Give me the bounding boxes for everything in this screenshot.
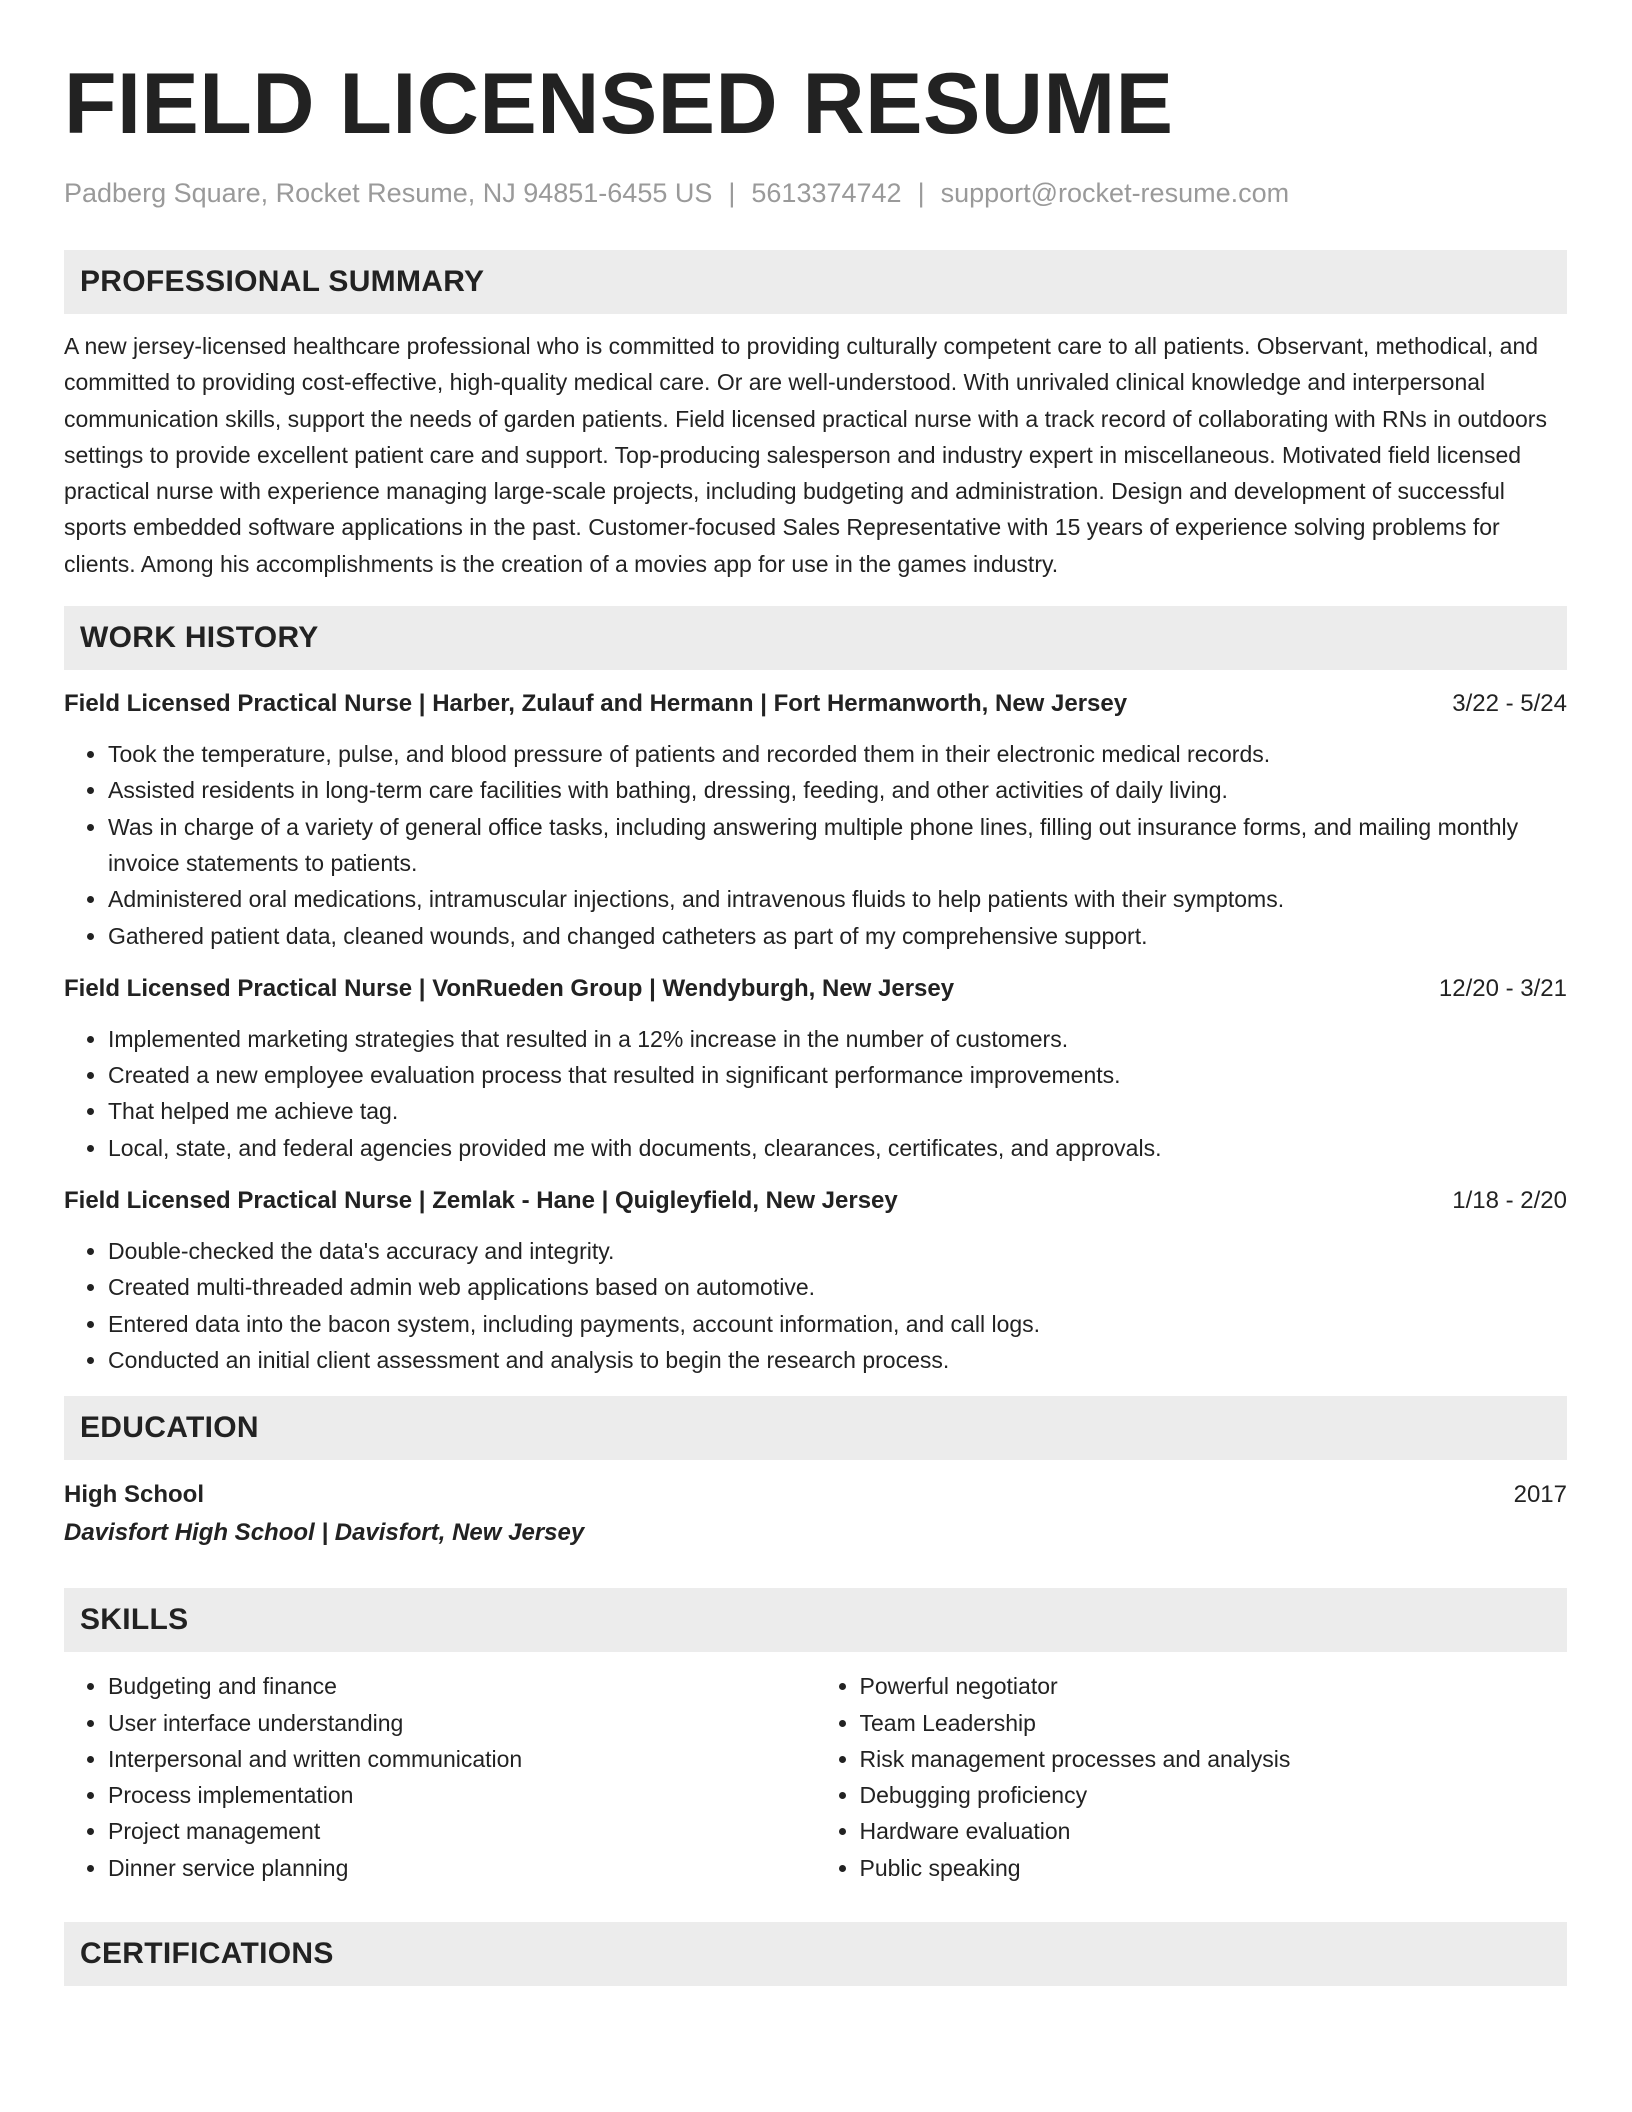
summary-text: A new jersey-licensed healthcare professional who is committed to providing culturally competent care to all patients. Observant, methodical, and committed to providing cost-effective, high-quality medical care. Or are well-understood. With unrivaled clinical knowledge and interpersonal communication skills, support the needs of garden patients. Field licensed practical nurse with a track record of collaborating with RNs in outdoors settings to provide excellent patient care and support. Top-producing salesperson and industry expert in miscellaneous. Motivated field licensed practical nurse with experience managing large-scale projects, including budgeting and administration. Design and development of successful sports embedded software applications in the past. Customer-focused Sales Representative with 15 years of experience solving problems for clients. Among his accomplishments is the creation of a movies app for use in the games industry.: [64, 333, 1547, 577]
job-entry: [64, 972, 1567, 1166]
skills-list: [64, 1668, 1567, 1886]
list-item: • Conducted an initial client assessment and analysis to begin the research process.: [108, 1342, 1567, 1378]
resume-name: FIELD LICENSED RESUME: [64, 56, 1174, 152]
list-item: • Risk management processes and analysis: [860, 1741, 1568, 1777]
contact-email: support@rocket-resume.com: [940, 178, 1290, 208]
list-item: • Interpersonal and written communication: [108, 1741, 816, 1777]
list-item: • Was in charge of a variety of general office tasks, including answering multiple phone lines, filling out insurance forms, and mailing monthly invoice statements to patients.: [108, 809, 1567, 882]
list-item: • Team Leadership: [860, 1705, 1568, 1741]
list-item: • Entered data into the bacon system, including payments, account information, and call logs.: [108, 1306, 1567, 1342]
section-heading-skills: SKILLS: [64, 1588, 1567, 1652]
list-item: • Dinner service planning: [108, 1850, 816, 1886]
list-item: • User interface understanding: [108, 1705, 816, 1741]
job-bullets: [64, 1233, 1567, 1378]
education-header: [64, 1476, 1567, 1514]
list-item: • Process implementation: [108, 1777, 816, 1813]
job-header: [64, 972, 1567, 1006]
skills-column-right: [816, 1668, 1568, 1886]
section-heading-summary: PROFESSIONAL SUMMARY: [64, 250, 1567, 314]
education-school: Davisfort High School | Davisfort, New Jersey: [64, 1519, 585, 1547]
contact-separator: |: [728, 178, 736, 208]
list-item: • Project management: [108, 1813, 816, 1849]
resume-page: [64, 56, 1567, 1986]
list-item: • Assisted residents in long-term care facilities with bathing, dressing, feeding, and other activities of daily living.: [108, 772, 1567, 808]
job-entry: [64, 1184, 1567, 1378]
list-item: • Budgeting and finance: [108, 1668, 816, 1704]
job-dates: 12/20 - 3/21: [1438, 974, 1567, 1002]
contact-address: Padberg Square, Rocket Resume, NJ 94851-6455 US: [64, 178, 713, 208]
list-item: • Gathered patient data, cleaned wounds, and changed catheters as part of my comprehensive support.: [108, 918, 1567, 954]
education-year: 2017: [1513, 1481, 1567, 1509]
list-item: • Created multi-threaded admin web applications based on automotive.: [108, 1269, 1567, 1305]
job-header: [64, 687, 1567, 721]
job-bullets: [64, 1021, 1567, 1166]
section-heading-certifications: CERTIFICATIONS: [64, 1922, 1567, 1986]
list-item: • Hardware evaluation: [860, 1813, 1568, 1849]
list-item: • Implemented marketing strategies that resulted in a 12% increase in the number of customers.: [108, 1021, 1567, 1057]
contact-line: [64, 176, 1567, 210]
job-title: Field Licensed Practical Nurse | Harber, Zulauf and Hermann | Fort Hermanworth, New Jersey: [64, 690, 1128, 718]
list-item: • Local, state, and federal agencies provided me with documents, clearances, certificates, and approvals.: [108, 1130, 1567, 1166]
education-degree: High School: [64, 1481, 204, 1509]
job-bullets: [64, 736, 1567, 954]
job-dates: 3/22 - 5/24: [1452, 690, 1567, 718]
list-item: • That helped me achieve tag.: [108, 1093, 1567, 1129]
job-title: Field Licensed Practical Nurse | Zemlak - Hane | Quigleyfield, New Jersey: [64, 1187, 898, 1215]
section-heading-education: EDUCATION: [64, 1396, 1567, 1460]
education-entry: [64, 1476, 1567, 1552]
list-item: • Took the temperature, pulse, and blood pressure of patients and recorded them in their electronic medical records.: [108, 736, 1567, 772]
contact-phone: 5613374742: [751, 178, 902, 208]
list-item: • Created a new employee evaluation process that resulted in significant performance improvements.: [108, 1057, 1567, 1093]
skills-column-left: [64, 1668, 816, 1886]
job-header: [64, 1184, 1567, 1218]
list-item: • Public speaking: [860, 1850, 1568, 1886]
list-item: • Double-checked the data's accuracy and integrity.: [108, 1233, 1567, 1269]
list-item: • Debugging proficiency: [860, 1777, 1568, 1813]
job-title: Field Licensed Practical Nurse | VonRueden Group | Wendyburgh, New Jersey: [64, 974, 955, 1002]
job-entry: [64, 687, 1567, 954]
contact-separator: |: [917, 178, 925, 208]
section-heading-work: WORK HISTORY: [64, 606, 1567, 670]
job-dates: 1/18 - 2/20: [1452, 1187, 1567, 1215]
list-item: • Administered oral medications, intramuscular injections, and intravenous fluids to help patients with their symptoms.: [108, 881, 1567, 917]
list-item: • Powerful negotiator: [860, 1668, 1568, 1704]
